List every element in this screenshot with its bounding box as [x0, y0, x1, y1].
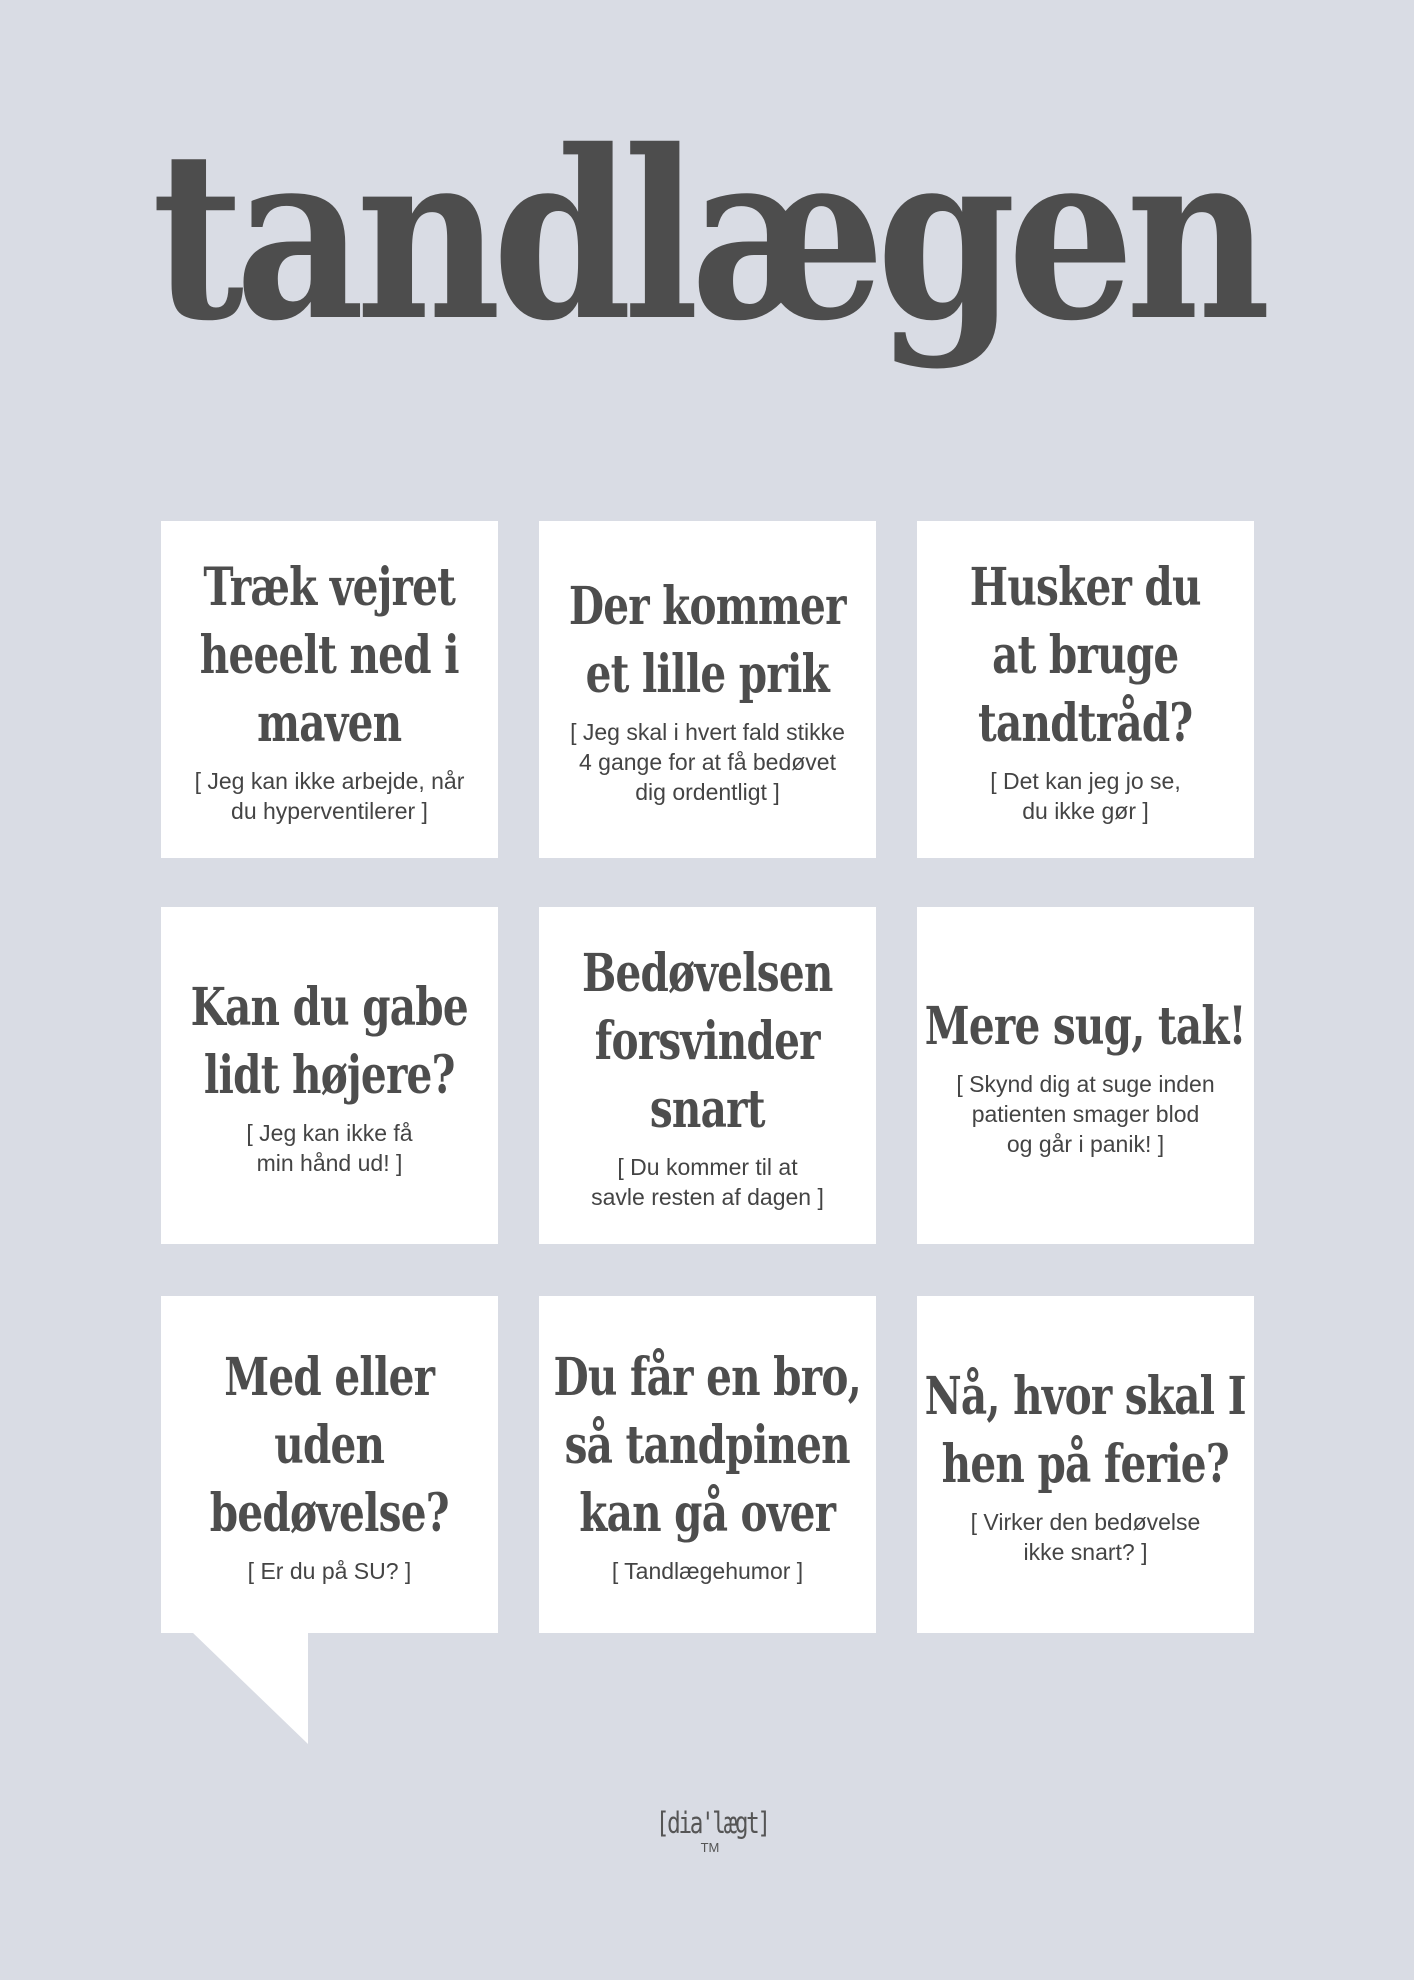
quote-card-1	[161, 521, 498, 858]
quote-note: [ Jeg kan ikke få min hånd ud! ]	[246, 1119, 413, 1176]
quote-card-9	[917, 1296, 1254, 1633]
speech-bubble-tail	[192, 1632, 308, 1744]
poster-title: tandlægen	[151, 99, 1263, 372]
quote-note: [ Du kommer til at savle resten af dagen ]	[591, 1153, 824, 1210]
quote-note: [ Skynd dig at suge inden patienten smager blod og går i panik! ]	[956, 1070, 1215, 1157]
quote-card-6	[917, 907, 1254, 1244]
quote-text: Bedøvelsen forsvinder snart	[582, 942, 833, 1140]
quote-note: [ Jeg kan ikke arbejde, når du hyperventilerer ]	[194, 767, 465, 824]
trademark-mark: TM	[700, 1840, 720, 1855]
quote-card-4	[161, 907, 498, 1244]
quote-card-5	[539, 907, 876, 1244]
quote-note: [ Er du på SU? ]	[247, 1557, 412, 1584]
quote-text: Mere sug, tak!	[925, 995, 1246, 1057]
quote-text: Nå, hvor skal I hen på ferie?	[924, 1365, 1247, 1495]
quote-card-7	[161, 1296, 498, 1633]
quote-note: [ Det kan jeg jo se, du ikke gør ]	[990, 767, 1181, 824]
quote-note: [ Jeg skal i hvert fald stikke 4 gange for at få bedøvet dig ordentligt ]	[570, 718, 845, 805]
brand-logo	[640, 1806, 780, 1860]
quote-note: [ Virker den bedøvelse ikke snart? ]	[970, 1508, 1201, 1565]
quote-text: Med eller uden bedøvelse?	[210, 1346, 449, 1544]
quote-note: [ Tandlægehumor ]	[611, 1557, 804, 1584]
quote-card-2	[539, 521, 876, 858]
quote-text: Kan du gabe lidt højere?	[190, 976, 469, 1106]
quote-text: Der kommer et lille prik	[569, 575, 846, 705]
brand-logo-text: [dia'lægt]	[655, 1806, 769, 1840]
quote-card-8	[539, 1296, 876, 1633]
quote-text: Du får en bro, så tandpinen kan gå over	[553, 1346, 862, 1544]
quote-card-3	[917, 521, 1254, 858]
quote-grid	[161, 521, 1254, 1633]
quote-text: Træk vejret heeelt ned i maven	[199, 556, 459, 754]
quote-text: Husker du at bruge tandtråd?	[970, 556, 1201, 754]
